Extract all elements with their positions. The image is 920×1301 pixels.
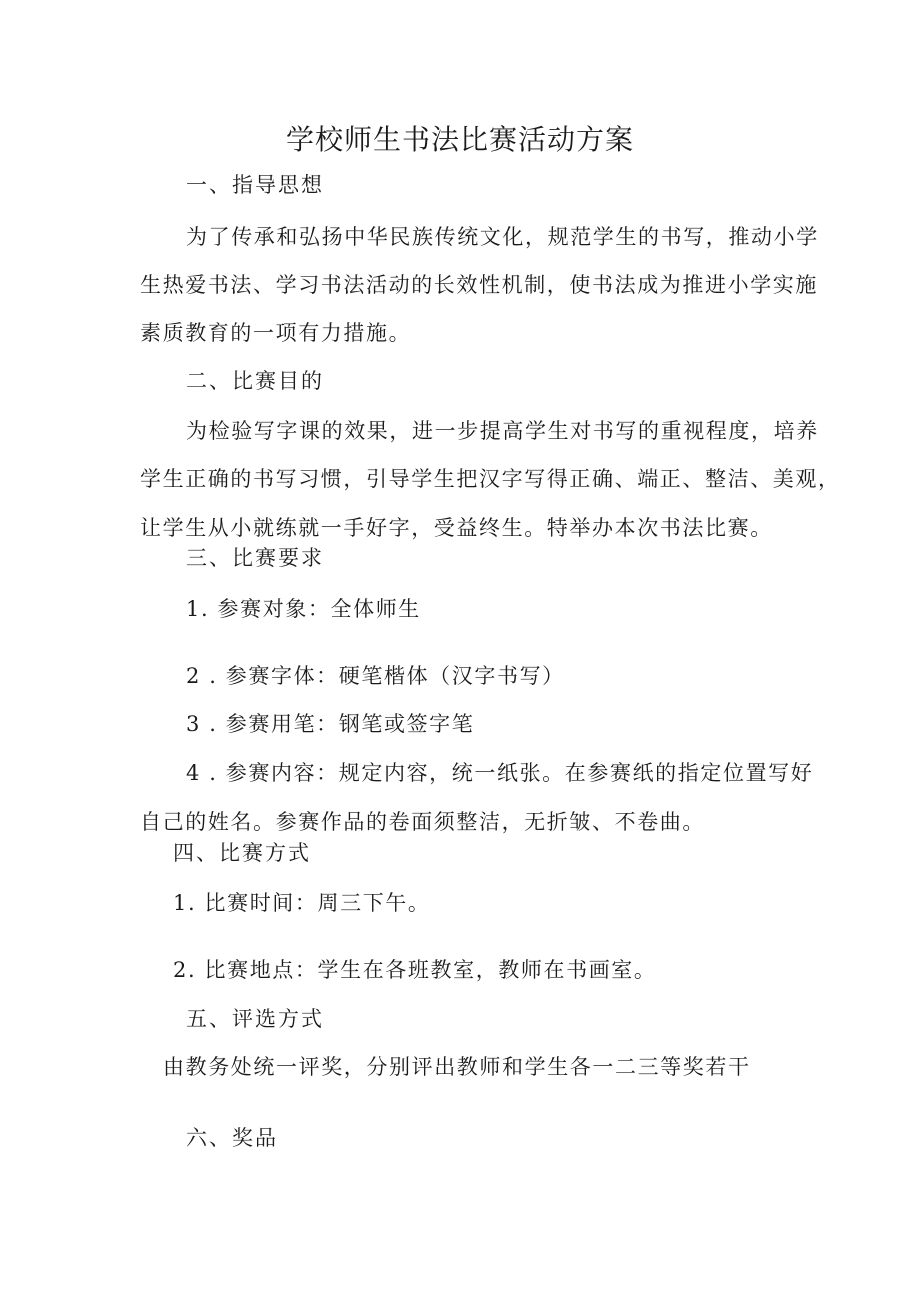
document-title: 学校师生书法比赛活动方案 — [285, 123, 634, 156]
list-item: 3 . 参赛用笔：钢笔或签字笔 — [186, 712, 475, 736]
section-heading-competition-purpose: 二、比赛目的 — [186, 369, 324, 393]
list-item: 1. 比赛时间：周三下午。 — [173, 891, 431, 915]
section-heading-competition-format: 四、比赛方式 — [173, 841, 311, 865]
section-heading-prizes: 六、奖品 — [186, 1126, 278, 1150]
section-heading-guiding-ideology: 一、指导思想 — [186, 173, 324, 197]
paragraph-line: 由教务处统一评奖，分别评出教师和学生各一二三等奖若干 — [163, 1055, 751, 1079]
section-heading-competition-requirements: 三、比赛要求 — [186, 546, 324, 570]
paragraph-line: 为了传承和弘扬中华民族传统文化，规范学生的书写，推动小学 — [186, 225, 819, 249]
paragraph-line: 素质教育的一项有力措施。 — [140, 321, 412, 345]
paragraph-line: 学生正确的书写习惯，引导学生把汉字写得正确、端正、整洁、美观， — [140, 467, 841, 491]
section-heading-evaluation-method: 五、评选方式 — [186, 1007, 324, 1031]
list-item: 2. 比赛地点：学生在各班教室，教师在书画室。 — [173, 958, 657, 982]
list-item: 2 . 参赛字体：硬笔楷体（汉字书写） — [186, 664, 565, 688]
paragraph-line: 让学生从小就练就一手好字，受益终生。特举办本次书法比赛。 — [140, 516, 773, 540]
list-item: 1. 参赛对象：全体师生 — [186, 597, 421, 621]
paragraph-line: 生热爱书法、学习书法活动的长效性机制，使书法成为推进小学实施 — [140, 273, 818, 297]
paragraph-line: 为检验写字课的效果，进一步提高学生对书写的重视程度，培养 — [186, 419, 819, 443]
list-item: 4 . 参赛内容：规定内容，统一纸张。在参赛纸的指定位置写好 — [186, 761, 814, 785]
list-item: 自己的姓名。参赛作品的卷面须整洁，无折皱、不卷曲。 — [140, 810, 705, 834]
